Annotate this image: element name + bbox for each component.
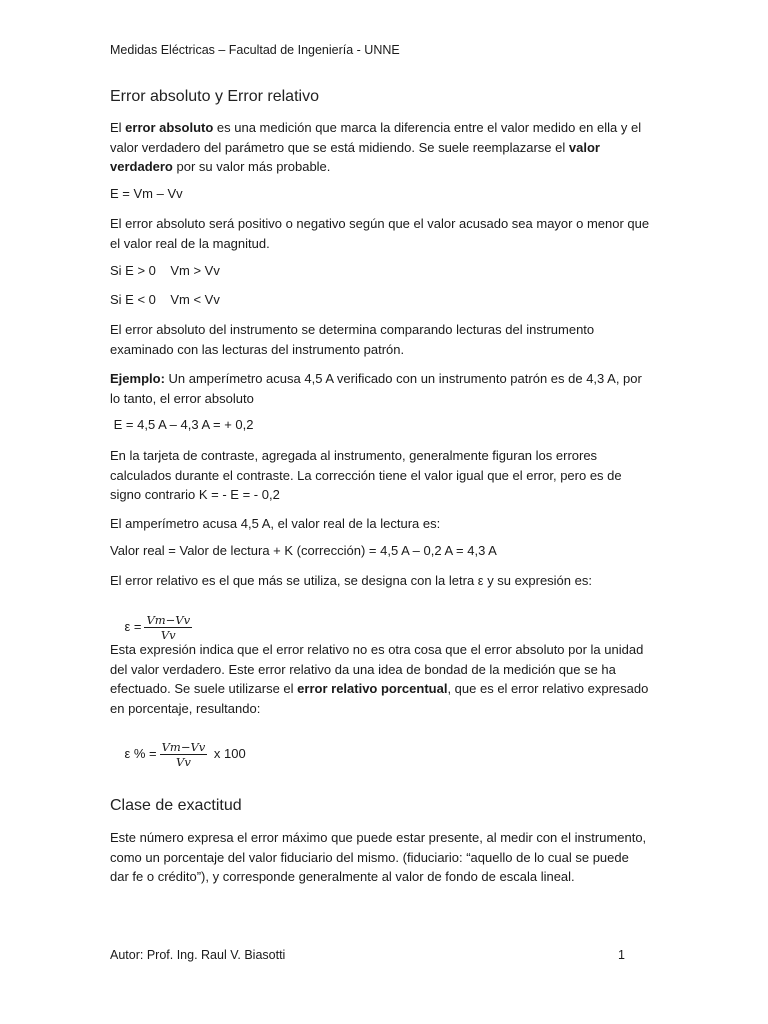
formula-relative-error: ε = $\frac{Vm-Vv}{Vv}$ [124,613,191,642]
term-error-relativo-porcentual: error relativo porcentual [297,681,448,696]
section-title-accuracy-class: Clase de exactitud [110,797,242,814]
paragraph-example: Ejemplo: Un amperímetro acusa 4,5 A verificado con un instrumento patrón es de 4,3 A, por lo tanto, el error absoluto [110,371,642,406]
footer-author: Autor: Prof. Ing. Raul V. Biasotti [110,948,286,962]
formula-percent-error: ε % = $\frac{Vm-Vv}{Vv}$ x 100 [124,740,246,769]
condition-negative: Si E < 0 Vm < Vv [110,292,220,307]
paragraph-absolute-error-definition: El error absoluto es una medición que marca la diferencia entre el valor medido en ella y el valor verdadero del parámetro que se está midiendo. Se suele reemplazarse el valor verdadero por su valor más probable. [110,120,642,174]
term-valor-verdadero: valor verdadero [110,139,600,174]
formula-real-value: Valor real = Valor de lectura + K (corrección) = 4,5 A – 0,2 A = 4,3 A [110,543,497,558]
formula-absolute-error: E = Vm – Vv [110,186,183,201]
formula-example: E = 4,5 A – 4,3 A = + 0,2 [110,417,254,432]
paragraph-correction: En la tarjeta de contraste, agregada al instrumento, generalmente figuran los errores calculados durante el contraste. La corrección tiene el valor igual que el error, pero es de signo contrario K = - E = - 0,2 [110,448,622,502]
paragraph-sign: El error absoluto será positivo o negativo según que el valor acusado sea mayor o menor que el valor real de la magnitud. [110,216,650,251]
paragraph-relative-error-explanation: Esta expresión indica que el error relativo no es otra cosa que el error absoluto por la unidad del valor verdadero. Este error relativo da una idea de bondad de la medición que se ha efectuado. Se suele utilizarse el error relativo porcentual, que es el error relativo expresado en porcentaje, resultando: [110,642,649,716]
section-title-error: Error absoluto y Error relativo [110,88,319,105]
term-error-absoluto: error absoluto [125,120,214,135]
paragraph-relative-error: El error relativo es el que más se utiliza, se designa con la letra ε y su expresión es: [110,573,592,588]
fraction: $\frac{Vm-Vv}{Vv}$ [146,613,191,642]
fraction: $\frac{Vm-Vv}{Vv}$ [161,740,206,769]
page-number: 1 [618,948,625,962]
paragraph-instrument-error: El error absoluto del instrumento se determina comparando lecturas del instrumento examinado con las lecturas del instrumento patrón. [110,322,595,357]
condition-positive: Si E > 0 Vm > Vv [110,263,220,278]
term-ejemplo: Ejemplo: [110,371,165,386]
paragraph-accuracy-class: Este número expresa el error máximo que puede estar presente, al medir con el instrumento, como un porcentaje del valor fiduciario del mismo. (fiduciario: “aquello de lo cual se puede dar fe o crédito”), y corresponde generalmente al valor de fondo de escala lineal. [110,830,647,884]
page-header: Medidas Eléctricas – Facultad de Ingeniería - UNNE [110,43,400,57]
paragraph-real-value-intro: El amperímetro acusa 4,5 A, el valor real de la lectura es: [110,516,441,531]
